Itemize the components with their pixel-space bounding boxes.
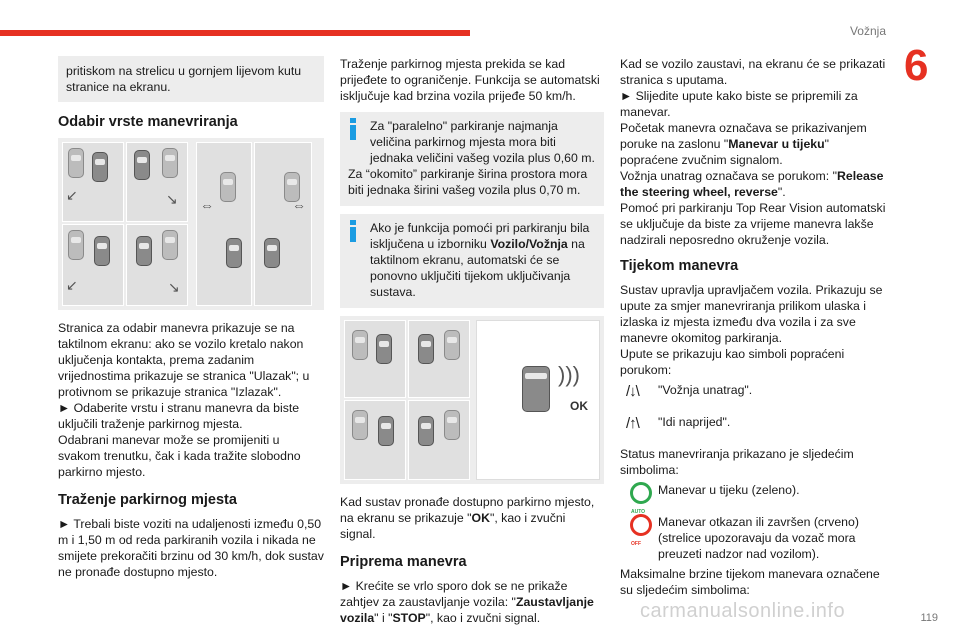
own-car: [376, 334, 392, 364]
watermark: carmanualsonline.info: [640, 600, 846, 622]
sound-wave-icon: ))): [558, 362, 580, 387]
info-icon: [348, 118, 358, 140]
parked-car: [352, 330, 368, 360]
parked-car: [444, 410, 460, 440]
off-label: OFF: [631, 541, 641, 547]
ok-label: OK: [570, 399, 588, 413]
own-car: [134, 150, 150, 180]
para-max-speed: Maksimalne brzine tijekom manevara označene su sljedećim simbolima:: [620, 567, 880, 597]
own-car: [418, 416, 434, 446]
para-found: Kad sustav pronađe dostupno parkirno mjesto, na ekranu se prikazuje "OK", kao i zvučni signal.: [340, 495, 595, 541]
own-car: [92, 152, 108, 182]
maneuver-selection-figure: [58, 138, 324, 310]
symbol-reverse-row: [620, 382, 890, 410]
para-select: Stranica za odabir manevra prikazuje se na taktilnom ekranu: ako se vozilo kretalo nakon uključenja kontakta, prema zadanim vrijednostima prikazuje se stranica "Ulazak"; u protivnom se prikazuje stranica "Izlazak".: [58, 321, 310, 399]
info-reactivation-text: Ako je funkcija pomoći pri parkiranju bila isključena u izborniku Vozilo/Vožnja na taktilnom ekranu, automatski će se ponovno uključiti tijekom uključivanja sustava.: [370, 221, 590, 299]
parked-car: [162, 230, 178, 260]
figure-cell: [254, 142, 312, 306]
top-accent-bar: [0, 30, 470, 36]
symbol-forward-row: [620, 414, 890, 442]
column-2: [340, 56, 604, 626]
page-number: 119: [920, 612, 938, 624]
steering-wheel-off-icon: [622, 514, 654, 547]
figure-cell: [196, 142, 252, 306]
parked-car: [444, 330, 460, 360]
para-select-change: Odabrani manevar može se promijeniti u svakom trenutku, čak i kada tražite slobodno parkirno mjesto.: [58, 433, 301, 479]
own-car: [418, 334, 434, 364]
para-top-rear-vision: Pomoć pri parkiranju Top Rear Vision automatski se uključuje da biste za vrijeme manevra lakše nadzirali neposredno okruženje vozila.: [620, 201, 886, 247]
symbol-forward-text: "Idi naprijed".: [658, 415, 731, 429]
forward-arrows-icon: /↑\: [626, 415, 639, 432]
arrow-icon: ↙: [66, 277, 78, 293]
arrow-icon: ↘: [168, 279, 180, 295]
auto-label: AUTO: [631, 509, 646, 515]
column-1: [58, 56, 324, 580]
para-symbols: Upute se prikazuju kao simboli popraćeni porukom:: [620, 347, 845, 377]
parking-found-figure: [340, 316, 604, 484]
arrow-icon: ⇔: [292, 197, 306, 213]
heading-search: Traženje parkirnog mjesta: [58, 492, 237, 508]
reverse-arrows-icon: /↓\: [626, 383, 639, 400]
symbol-auto-text: Manevar u tijeku (zeleno).: [658, 483, 800, 497]
para-reverse: Vožnja unatrag označava se porukom: "Release the steering wheel, reverse".: [620, 169, 884, 199]
para-stopped: Kad se vozilo zaustavi, na ekranu će se prikazati stranica s uputama.: [620, 57, 886, 87]
symbol-off-text: Manevar otkazan ili završen (crveno) (strelice upozoravaju da vozač mora preuzeti nadzor nad vozilom).: [658, 515, 859, 561]
symbol-off-row: [620, 514, 890, 562]
arrow-icon: ↘: [166, 191, 178, 207]
para-select-step: ► Odaberite vrstu i stranu manevra da biste uključili traženje parkirnog mjesta.: [58, 401, 300, 431]
info-box-reactivation: [340, 214, 604, 308]
info-sizes-perpendicular: Za “okomito” parkiranje širina prostora mora biti jednaka širini vašeg vozila plus 0,70 m.: [348, 167, 588, 197]
heading-during: Tijekom manevra: [620, 258, 739, 274]
para-during: Sustav upravlja upravljačem vozila. Prikazuju se upute za smjer manevriranja prilikom ulaska i izlaska iz mjesta između dva vozila i za sve manevre okomitog parkiranja.: [620, 283, 883, 345]
section-title: Vožnja: [849, 24, 886, 38]
para-status: Status manevriranja prikazano je sljedećim simbolima:: [620, 447, 854, 477]
arrow-icon: ⇔: [200, 197, 214, 213]
info-sizes-parallel: Za "paralelno" parkiranje najmanja veličina parkirnog mjesta mora biti jednaka veličini vašeg vozila plus 0,60 m.: [370, 119, 595, 165]
own-car: [226, 238, 242, 268]
steering-wheel-auto-icon: [622, 482, 654, 515]
parked-car: [352, 410, 368, 440]
para-prepare: ► Krećite se vrlo sporo dok se ne prikaže zahtjev za zaustavljanje vozila: "Zaustavljanje vozila" i "STOP", kao i zvučni signal.: [340, 579, 594, 625]
parked-car: [68, 230, 84, 260]
own-car: [378, 416, 394, 446]
parked-car: [68, 148, 84, 178]
parked-car: [220, 172, 236, 202]
chapter-number: 6: [904, 41, 929, 90]
column-3: [620, 56, 890, 598]
intro-note: [58, 56, 324, 102]
symbol-auto-row: [620, 482, 890, 515]
para-follow: ► Slijedite upute kako biste se pripremili za manevar.: [620, 89, 858, 119]
heading-select-maneuver: Odabir vrste manevriranja: [58, 114, 238, 130]
own-car: [136, 236, 152, 266]
own-car: [94, 236, 110, 266]
own-car-large: [522, 366, 550, 412]
intro-note-text: pritiskom na strelicu u gornjem lijevom kutu stranice na ekranu.: [66, 64, 302, 94]
parked-car: [162, 148, 178, 178]
own-car: [264, 238, 280, 268]
para-start: Početak manevra označava se prikazivanjem poruke na zaslonu "Manevar u tijeku" popraćene zvučnim signalom.: [620, 121, 867, 167]
para-speed: Traženje parkirnog mjesta prekida se kad prijeđete to ograničenje. Funkcija se automatski isključuje kad brzina vozila prijeđe 50 km/h.: [340, 57, 600, 103]
info-box-sizes: [340, 112, 604, 206]
symbol-reverse-text: "Vožnja unatrag".: [658, 383, 753, 397]
arrow-icon: ↙: [66, 187, 78, 203]
para-search: ► Trebali biste voziti na udaljenosti između 0,50 m i 1,50 m od reda parkiranih vozila i nikada ne smijete prekoračiti brzinu od 30 km/h, dok sustav ne pronađe dostupno mjesto.: [58, 517, 324, 579]
info-icon: [348, 220, 358, 242]
heading-prepare: Priprema manevra: [340, 554, 467, 570]
